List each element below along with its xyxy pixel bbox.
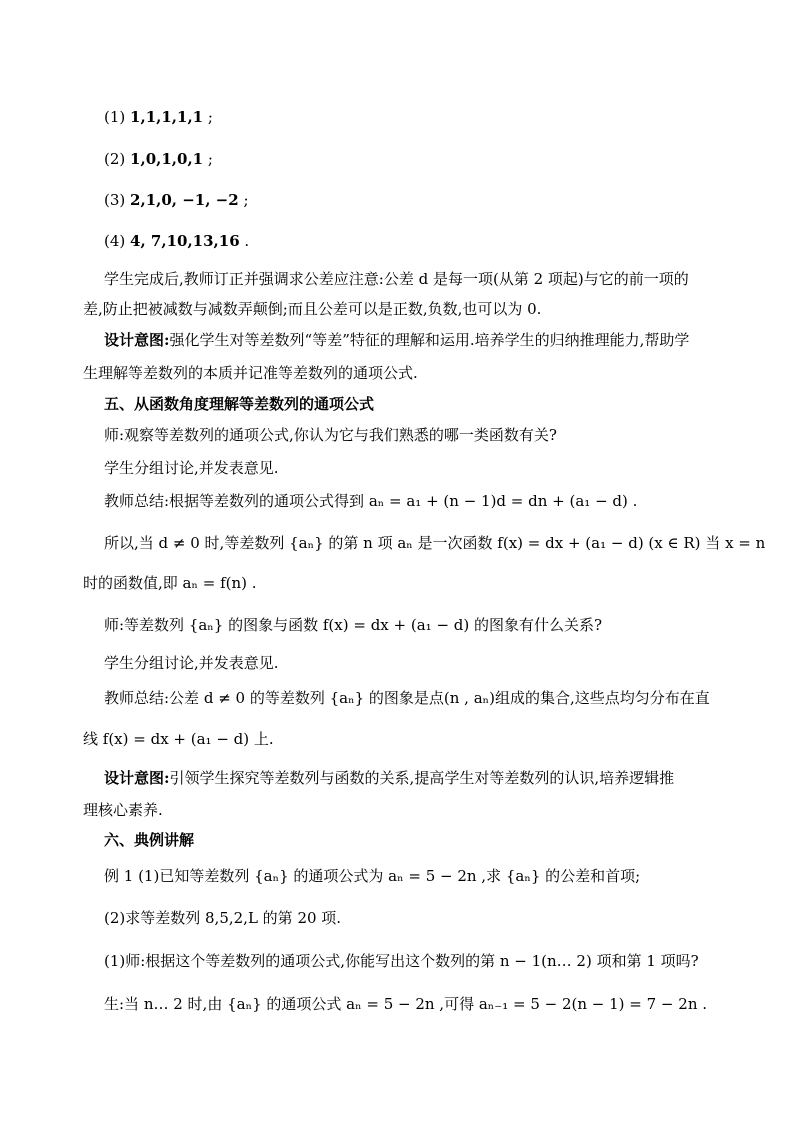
teacher-question-3: (1)师:根据这个等差数列的通项公式,你能写出这个数列的第 n − 1(n… 2) 项和第 1 项吗?	[104, 952, 699, 970]
exercise-number: (2)	[104, 150, 126, 168]
exercise-1	[104, 106, 213, 128]
teacher-summary-1: 教师总结:根据等差数列的通项公式得到 aₙ = a₁ + (n − 1)d = dn + (a₁ − d) .	[104, 492, 638, 510]
design-intent-1-line-2: 生理解等差数列的本质并记准等差数列的通项公式.	[83, 364, 418, 382]
teacher-note-line-2: 差,防止把被减数与减数弄颠倒;而且公差可以是正数,负数,也可以为 0.	[83, 300, 542, 318]
teacher-note-line-1: 学生完成后,教师订正并强调求公差应注意:公差 d 是每一项(从第 2 项起)与它的前一项的	[104, 270, 689, 288]
example-1-part-1: 例 1 (1)已知等差数列 {aₙ} 的通项公式为 aₙ = 5 − 2n ,求 {aₙ} 的公差和首项;	[104, 867, 641, 885]
exercise-end: ;	[238, 191, 249, 209]
exercise-sequence: 1,0,1,0,1	[130, 150, 204, 168]
design-intent-2	[104, 767, 674, 789]
student-answer-1: 生:当 n… 2 时,由 {aₙ} 的通项公式 aₙ = 5 − 2n ,可得 aₙ₋₁ = 5 − 2(n − 1) = 7 − 2n .	[104, 995, 708, 1013]
exercise-4	[104, 230, 249, 252]
function-relation-line-2: 时的函数值,即 aₙ = f(n) .	[83, 574, 257, 592]
example-1-part-2: (2)求等差数列 8,5,2,L 的第 20 项.	[104, 909, 342, 927]
teacher-summary-2-line-1: 教师总结:公差 d ≠ 0 的等差数列 {aₙ} 的图象是点(n , aₙ)组成的集合,这些点均匀分布在直	[104, 689, 710, 707]
teacher-question-2: 师:等差数列 {aₙ} 的图象与函数 f(x) = dx + (a₁ − d) 的图象有什么关系?	[104, 616, 603, 634]
student-discussion-1: 学生分组讨论,并发表意见.	[104, 459, 279, 477]
exercise-sequence: 2,1,0, −1, −2	[130, 191, 239, 209]
exercise-number: (3)	[104, 191, 126, 209]
function-relation-line-1: 所以,当 d ≠ 0 时,等差数列 {aₙ} 的第 n 项 aₙ 是一次函数 f(x) = dx + (a₁ − d) (x ∈ R) 当 x = n	[104, 534, 766, 552]
student-discussion-2: 学生分组讨论,并发表意见.	[104, 654, 279, 672]
design-intent-text: 引领学生探究等差数列与函数的关系,提高学生对等差数列的认识,培养逻辑推	[169, 769, 675, 787]
design-intent-label: 设计意图:	[104, 769, 170, 787]
section-6-heading: 六、典例讲解	[104, 831, 195, 849]
exercise-sequence: 4, 7,10,13,16	[130, 232, 240, 250]
design-intent-label: 设计意图:	[104, 331, 170, 349]
exercise-3	[104, 189, 249, 211]
exercise-2	[104, 148, 213, 170]
exercise-end: ;	[203, 108, 213, 126]
section-5-heading: 五、从函数角度理解等差数列的通项公式	[104, 395, 375, 413]
design-intent-2-line-2: 理核心素养.	[83, 801, 163, 819]
exercise-number: (4)	[104, 232, 126, 250]
teacher-question-1: 师:观察等差数列的通项公式,你认为它与我们熟悉的哪一类函数有关?	[104, 426, 557, 444]
exercise-sequence: 1,1,1,1,1	[130, 108, 204, 126]
design-intent-text: 强化学生对等差数列“等差”特征的理解和运用.培养学生的归纳推理能力,帮助学	[169, 331, 690, 349]
exercise-end: .	[239, 232, 250, 250]
exercise-end: ;	[203, 150, 213, 168]
design-intent-1	[104, 329, 689, 351]
exercise-number: (1)	[104, 108, 126, 126]
teacher-summary-2-line-2: 线 f(x) = dx + (a₁ − d) 上.	[83, 730, 274, 748]
